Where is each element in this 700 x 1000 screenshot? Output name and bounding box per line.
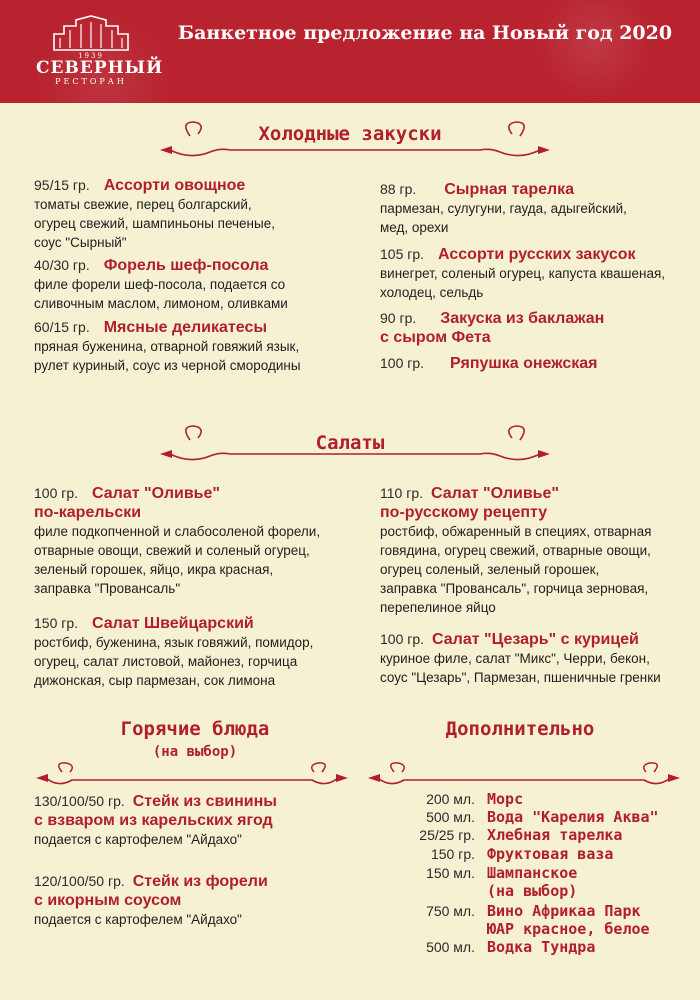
item-desc: ростбиф, буженина, язык говяжий, помидор,: [34, 635, 314, 650]
item-name: Форель шеф-посола: [103, 257, 269, 274]
menu-item: [380, 245, 695, 302]
item-desc: филе форели шеф-посола, подается со: [34, 277, 286, 292]
item-portion: 100 гр.: [380, 355, 425, 371]
item-desc: огурец соленый, зеленый горошек,: [380, 562, 600, 577]
item-desc: огурец, салат листовой, майонез, горчица: [34, 654, 298, 669]
item-portion: 110 гр.: [380, 485, 423, 501]
ornament-extra: [364, 760, 684, 790]
extra-quantity: 150 мл.: [426, 865, 475, 881]
section-title-cold: Холодные закуски: [258, 123, 442, 145]
ornament-hot: [32, 760, 352, 790]
building-icon: [50, 14, 132, 52]
extra-name: Шампанское: [487, 864, 578, 882]
item-name: Салат Швейцарский: [92, 615, 254, 632]
item-desc: говядина, огурец свежий, отварные овощи,: [380, 543, 651, 558]
extra-name: ЮАР красное, белое: [487, 920, 650, 938]
item-name-line2: с взваром из карельских ягод: [34, 812, 273, 829]
item-name: Стейк из форели: [132, 873, 268, 890]
extra-row: [395, 902, 641, 921]
extra-quantity: 150 гр.: [430, 846, 475, 862]
item-portion: 100 гр.: [380, 631, 425, 647]
item-desc: сливочным маслом, лимоном, оливками: [34, 296, 288, 311]
section-title-extra: Дополнительно: [445, 718, 595, 740]
extra-row: [395, 938, 595, 957]
item-portion: 88 гр.: [380, 181, 417, 197]
extra-quantity: 750 мл.: [426, 903, 475, 919]
item-name-line2: по-карельски: [34, 504, 142, 521]
item-desc: заправка "Провансаль", горчица зерновая,: [380, 581, 649, 596]
extra-row: [395, 845, 613, 864]
menu-item: [34, 318, 364, 375]
item-portion: 120/100/50 гр.: [34, 873, 125, 889]
item-desc: ростбиф, обжаренный в специях, отварная: [380, 524, 652, 539]
extra-row: [395, 864, 577, 883]
item-name: Стейк из свинины: [132, 793, 277, 810]
item-name: Закуска из баклажан: [440, 310, 605, 327]
item-desc: огурец свежий, шампиньоны печеные,: [34, 216, 275, 231]
extra-name: Вода "Карелия Аква": [487, 808, 659, 826]
item-name: Салат "Цезарь" с курицей: [432, 631, 639, 648]
item-portion: 90 гр.: [380, 310, 417, 326]
menu-item: [34, 872, 364, 929]
item-name-line2: по-русскому рецепту: [380, 504, 548, 521]
item-desc: куриное филе, салат "Микс", Черри, бекон,: [380, 651, 650, 666]
item-name: Ряпушка онежская: [450, 355, 598, 372]
item-desc: мед, орехи: [380, 220, 449, 235]
item-portion: 60/15 гр.: [34, 319, 90, 335]
item-portion: 130/100/50 гр.: [34, 793, 125, 809]
menu-item: [380, 354, 690, 373]
item-desc: винегрет, соленый огурец, капуста квашеная,: [380, 266, 666, 281]
section-title-hot: Горячие блюда: [120, 718, 270, 740]
logo-year: 1939: [78, 52, 104, 60]
item-desc: томаты свежие, перец болгарский,: [34, 197, 252, 212]
extra-quantity: 500 мл.: [426, 809, 475, 825]
item-portion: 100 гр.: [34, 485, 79, 501]
item-name: Мясные деликатесы: [103, 319, 267, 336]
item-desc: подается с картофелем "Айдахо": [34, 832, 242, 847]
item-desc: зеленый горошек, яйцо, икра красная,: [34, 562, 274, 577]
menu-item: [380, 309, 690, 347]
header-banner: [0, 0, 700, 103]
item-name-line2: с сыром Фета: [380, 329, 491, 346]
logo-name: СЕВЕРНЫЙ: [36, 58, 164, 78]
item-desc: пряная буженина, отварной говяжий язык,: [34, 339, 300, 354]
menu-item: [34, 256, 364, 313]
item-desc: филе подкопченной и слабосоленой форели,: [34, 524, 321, 539]
item-name: Ассорти русских закусок: [438, 246, 636, 263]
extra-quantity: 500 мл.: [426, 939, 475, 955]
extra-row: [395, 920, 650, 939]
item-portion: 95/15 гр.: [34, 177, 90, 193]
item-desc: холодец, сельдь: [380, 285, 484, 300]
extra-row: [395, 808, 659, 827]
item-desc: подается с картофелем "Айдахо": [34, 912, 242, 927]
item-desc: отварные овощи, свежий и соленый огурец,: [34, 543, 310, 558]
menu-item: [34, 484, 364, 598]
item-desc: пармезан, сулугуни, гауда, адыгейский,: [380, 201, 627, 216]
extra-name: Вино Африкаа Парк: [487, 902, 641, 920]
item-name: Салат "Оливье": [431, 485, 559, 502]
item-name-line2: с икорным соусом: [34, 892, 182, 909]
menu-item: [380, 630, 695, 687]
extra-name: (на выбор): [487, 882, 578, 900]
menu-item: [380, 484, 695, 617]
item-portion: 105 гр.: [380, 246, 425, 262]
item-portion: 40/30 гр.: [34, 257, 90, 273]
section-subtitle-hot: (на выбор): [152, 744, 238, 760]
extra-quantity: 25/25 гр.: [419, 827, 475, 843]
restaurant-logo: [36, 14, 164, 98]
extra-quantity: 200 мл.: [426, 791, 475, 807]
item-name: Ассорти овощное: [103, 177, 246, 194]
item-desc: соус "Цезарь", Пармезан, пшеничные гренки: [380, 670, 661, 685]
extra-name: Хлебная тарелка: [487, 826, 623, 844]
extra-row: [395, 826, 622, 845]
extra-name: Морс: [487, 790, 524, 808]
menu-item: [34, 614, 364, 690]
extra-row: [395, 790, 523, 809]
item-name: Сырная тарелка: [444, 181, 575, 198]
item-desc: перепелиное яйцо: [380, 600, 496, 615]
menu-item: [380, 180, 690, 237]
section-title-salads: Салаты: [315, 432, 385, 454]
extra-name: Фруктовая ваза: [487, 845, 614, 863]
page-title: Банкетное предложение на Новый год 2020: [177, 22, 673, 44]
item-portion: 150 гр.: [34, 615, 79, 631]
item-desc: соус "Сырный": [34, 235, 127, 250]
extra-row: [395, 882, 577, 901]
menu-item: [34, 792, 364, 849]
item-desc: заправка "Провансаль": [34, 581, 181, 596]
logo-subtitle: РЕСТОРАН: [55, 77, 127, 86]
extra-name: Водка Тундра: [487, 938, 596, 956]
item-desc: рулет куриный, соус из черной смородины: [34, 358, 301, 373]
item-name: Салат "Оливье": [92, 485, 220, 502]
item-desc: дижонская, сыр пармезан, сок лимона: [34, 673, 276, 688]
menu-item: [34, 176, 364, 252]
